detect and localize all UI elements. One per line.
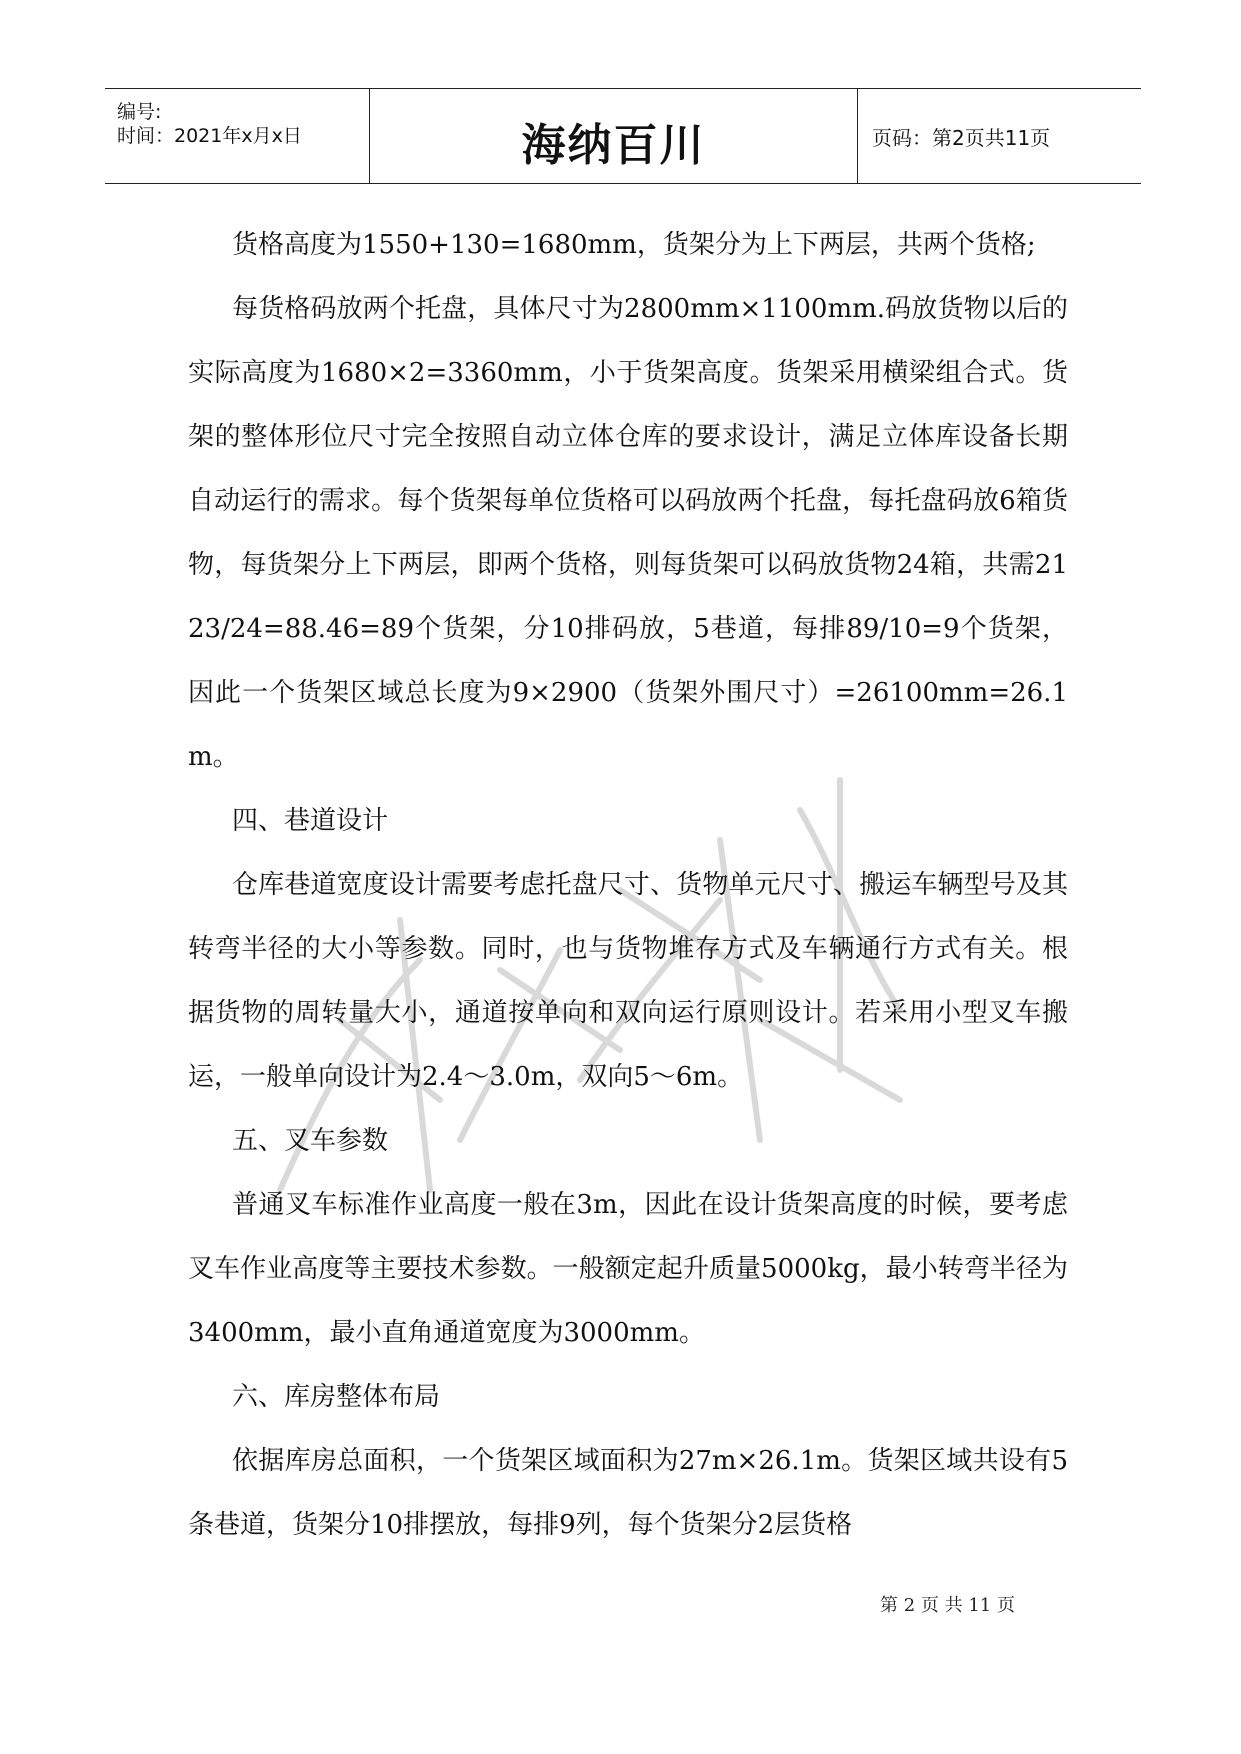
header-meta-cell <box>105 89 370 183</box>
document-time-label: 时间：2021年x月x日 <box>117 125 302 147</box>
paragraph: 仓库巷道宽度设计需要考虑托盘尺寸、货物单元尺寸、搬运车辆型号及其转弯半径的大小等参数。同时，也与货物堆存方式及车辆通行方式有关。根据货物的周转量大小，通道按单向和双向运行原则设计。若采用小型叉车搬运，一般单向设计为2.4～3.0m，双向5～6m。 <box>188 870 1068 1092</box>
document-header <box>105 88 1141 184</box>
page-footer: 第 2 页 共 11 页 <box>880 1595 1015 1616</box>
paragraph: 货格高度为1550+130=1680mm，货架分为上下两层，共两个货格; <box>232 230 1036 260</box>
watermark-text: 严禁复制 <box>200 720 204 721</box>
header-page-cell <box>858 89 1141 183</box>
header-brand-cell <box>370 89 858 183</box>
document-body <box>188 213 1068 1557</box>
section-heading: 四、巷道设计 <box>232 806 389 836</box>
paragraph: 依据库房总面积，一个货架区域面积为27m×26.1m。货架区域共设有5条巷道，货架分10排摆放，每排9列，每个货架分2层货格 <box>188 1446 1068 1540</box>
paragraph: 每货格码放两个托盘，具体尺寸为2800mm×1100mm.码放货物以后的实际高度为1680×2=3360mm，小于货架高度。货架采用横梁组合式。货架的整体形位尺寸完全按照自动立体仓库的要求设计，满足立体库设备长期自动运行的需求。每个货架每单位货格可以码放两个托盘，每托盘码放6箱货物，每货架分上下两层，即两个货格，则每货架可以码放货物24箱，共需2123/24=88.46=89个货架，分10排码放，5巷道，每排89/10=9个货架，因此一个货架区域总长度为9×2900（货架外围尺寸）=26100mm=26.1m。 <box>188 294 1068 772</box>
brand-title: 海纳百川 <box>521 120 706 171</box>
document-number-label: 编号: <box>117 101 162 123</box>
page-code-label: 页码：第2页共11页 <box>872 126 1051 150</box>
section-heading: 六、库房整体布局 <box>232 1382 441 1412</box>
section-heading: 五、叉车参数 <box>232 1126 389 1156</box>
paragraph: 普通叉车标准作业高度一般在3m，因此在设计货架高度的时候，要考虑叉车作业高度等主要技术参数。一般额定起升质量5000kg，最小转弯半径为3400mm，最小直角通道宽度为3000mm。 <box>188 1190 1068 1348</box>
